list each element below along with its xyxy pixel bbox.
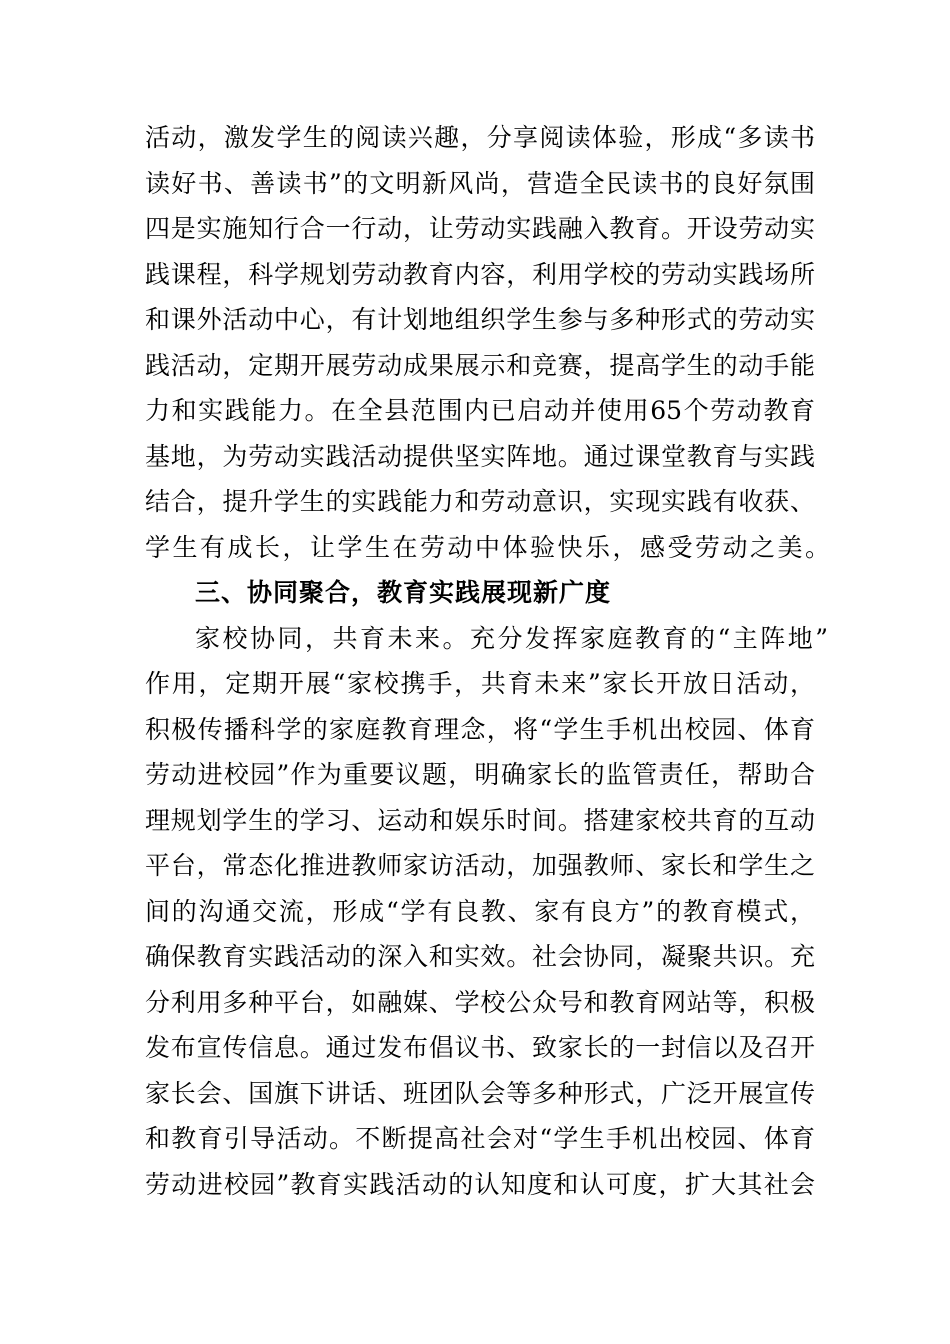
text-line: 读好书、善读书”的文明新风尚，营造全民读书的良好氛围 (145, 168, 815, 198)
text-line: 和教育引导活动。不断提高社会对“学生手机出校园、体育 (145, 1124, 815, 1153)
text-line: 劳动进校园”教育实践活动的认知度和认可度，扩大其社会 (145, 1169, 815, 1199)
text-line: 践课程，科学规划劳动教育内容，利用学校的劳动实践场所 (145, 259, 815, 289)
text-line: 劳动进校园”作为重要议题，明确家长的监管责任，帮助合 (145, 760, 815, 789)
text-line: 四是实施知行合一行动，让劳动实践融入教育。开设劳动实 (145, 214, 815, 243)
section-heading: 三、协同聚合，教育实践展现新广度 (195, 578, 612, 607)
text-line: 发布宣传信息。通过发布倡议书、致家长的一封信以及召开 (145, 1033, 815, 1062)
text-line: 家校协同，共育未来。充分发挥家庭教育的“主阵地” (195, 623, 831, 653)
text-line: 确保教育实践活动的深入和实效。社会协同，凝聚共识。充 (145, 942, 815, 971)
text-line: 力和实践能力。在全县范围内已启动并使用65个劳动教育 (145, 396, 815, 425)
text-line: 平台，常态化推进教师家访活动，加强教师、家长和学生之 (145, 851, 815, 880)
text-line: 结合，提升学生的实践能力和劳动意识，实现实践有收获、 (145, 487, 815, 516)
text-line: 间的沟通交流，形成“学有良教、家有良方”的教育模式， (145, 896, 815, 926)
text-line: 积极传播科学的家庭教育理念，将“学生手机出校园、体育 (145, 714, 815, 744)
text-line: 和课外活动中心，有计划地组织学生参与多种形式的劳动实 (145, 305, 815, 334)
text-line: 活动，激发学生的阅读兴趣，分享阅读体验，形成“多读书 (145, 123, 815, 152)
text-line: 学生有成长，让学生在劳动中体验快乐，感受劳动之美。 (145, 532, 833, 562)
text-line: 家长会、国旗下讲话、班团队会等多种形式，广泛开展宣传 (145, 1078, 815, 1108)
text-line: 分利用多种平台，如融媒、学校公众号和教育网站等，积极 (145, 987, 815, 1017)
text-line: 践活动，定期开展劳动成果展示和竞赛，提高学生的动手能 (145, 350, 815, 380)
text-line: 理规划学生的学习、运动和娱乐时间。搭建家校共育的互动 (145, 805, 815, 835)
text-line: 基地，为劳动实践活动提供坚实阵地。通过课堂教育与实践 (145, 441, 815, 471)
text-line: 作用，定期开展“家校携手，共育未来”家长开放日活动， (145, 669, 815, 698)
body-text (145, 115, 833, 1207)
